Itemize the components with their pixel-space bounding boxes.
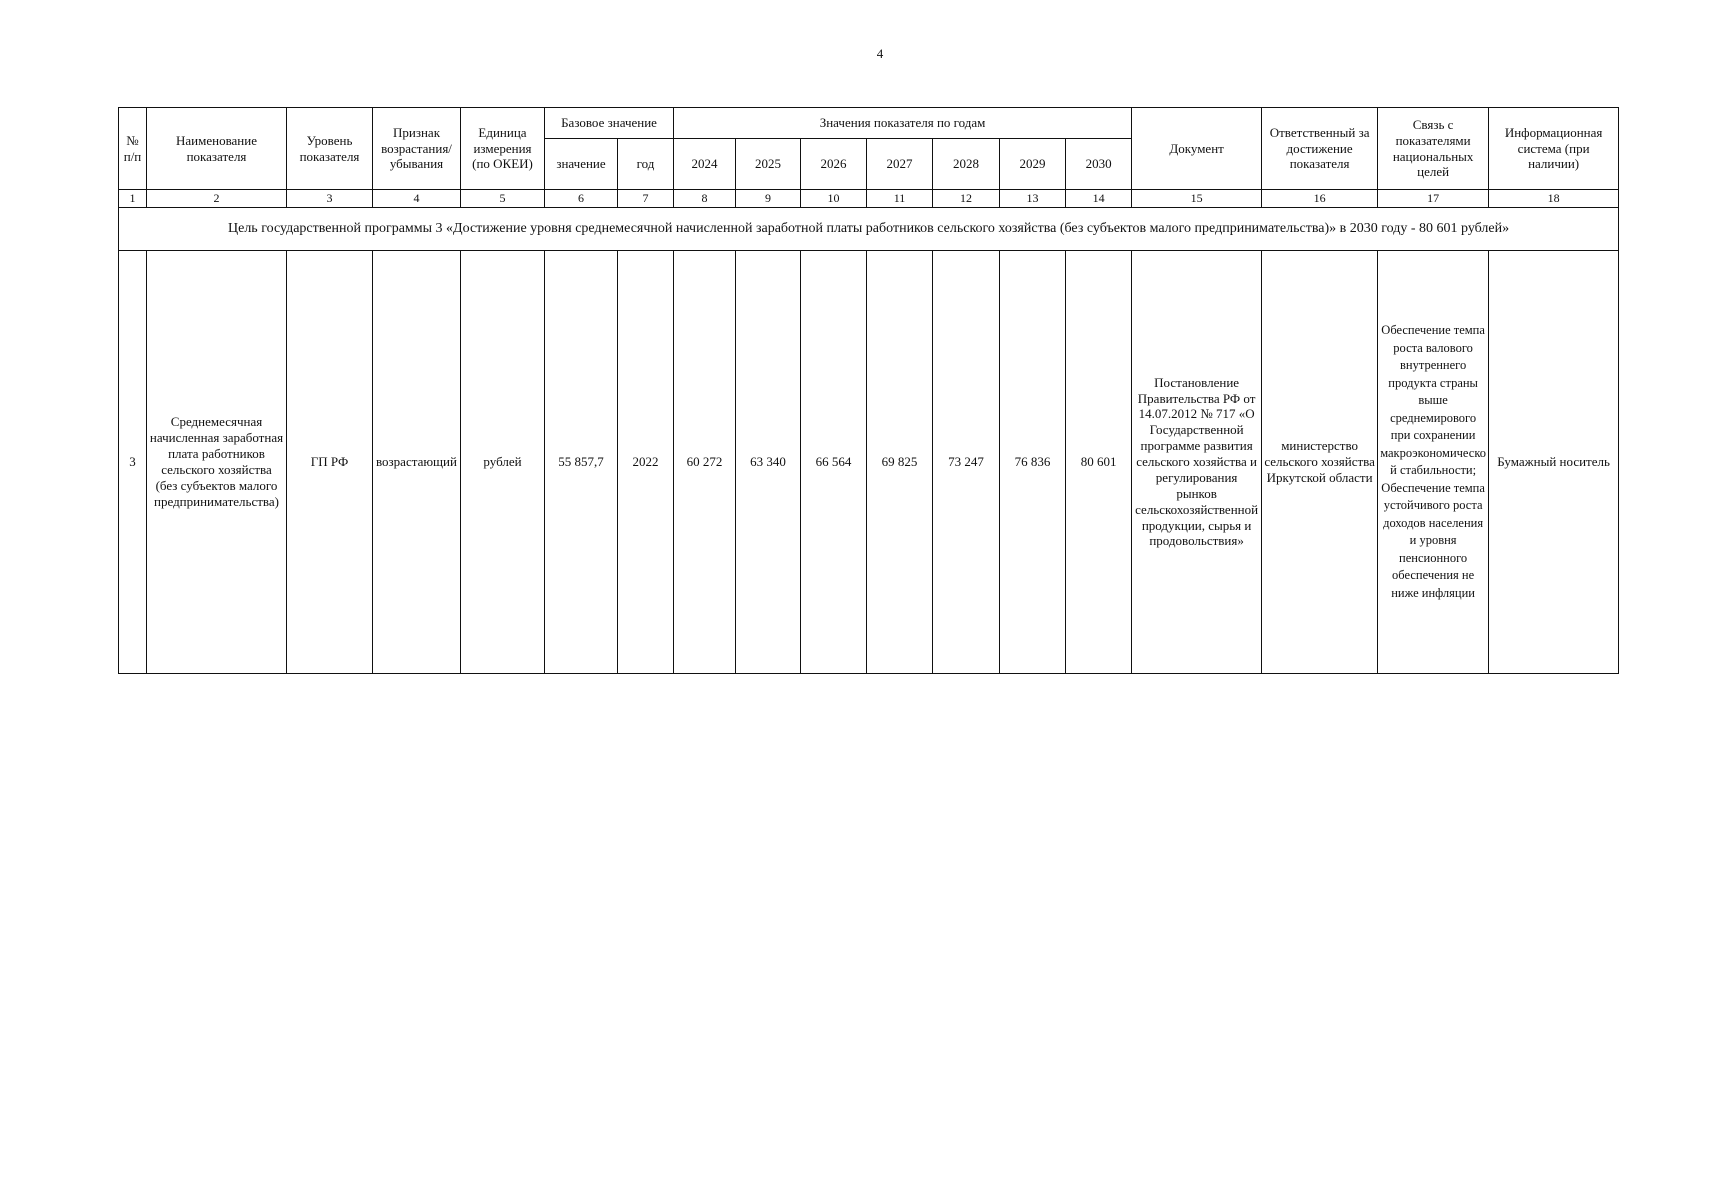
header-sign: Признак возрастания/ убывания: [373, 108, 461, 190]
goal-row: [119, 208, 1619, 251]
row-link: Обеспечение темпа роста валового внутреннего продукта страны выше среднемирового при сохранении макроэкономической стабильности; Обеспечение темпа устойчивого роста доходов населения и уровня пенсионного обеспечения не ниже инфляции: [1378, 251, 1489, 674]
column-number: 18: [1489, 190, 1619, 208]
row-value-2029: 76 836: [1000, 251, 1066, 674]
column-number: 7: [618, 190, 674, 208]
header-year: 2027: [867, 139, 933, 190]
column-number: 6: [545, 190, 618, 208]
row-document: Постановление Правительства РФ от 14.07.2012 № 717 «О Государственной программе развития сельского хозяйства и регулирования рынков сельскохозяйственной продукции, сырья и продовольствия»: [1132, 251, 1262, 674]
page-number: 4: [876, 46, 884, 61]
row-value-2028: 73 247: [933, 251, 1000, 674]
row-num: 3: [119, 251, 147, 674]
header-document: Документ: [1132, 108, 1262, 190]
row-responsible: министерство сельского хозяйства Иркутской области: [1262, 251, 1378, 674]
column-number: 4: [373, 190, 461, 208]
row-value-2026: 66 564: [801, 251, 867, 674]
column-number: 5: [461, 190, 545, 208]
column-number: 1: [119, 190, 147, 208]
row-sign: возрастающий: [373, 251, 461, 674]
row-level: ГП РФ: [287, 251, 373, 674]
header-year: 2030: [1066, 139, 1132, 190]
column-number: 3: [287, 190, 373, 208]
header-responsible: Ответственный за достижение показателя: [1262, 108, 1378, 190]
column-number: 13: [1000, 190, 1066, 208]
header-year: 2029: [1000, 139, 1066, 190]
header-row-1: [119, 108, 1619, 139]
header-base-value: значение: [545, 139, 618, 190]
header-year: 2025: [736, 139, 801, 190]
row-value-2024: 60 272: [674, 251, 736, 674]
column-numbers-row: [119, 190, 1619, 208]
header-years-group: Значения показателя по годам: [674, 108, 1132, 139]
header-base-group: Базовое значение: [545, 108, 674, 139]
header-level: Уровень показателя: [287, 108, 373, 190]
program-goal: Цель государственной программы 3 «Достижение уровня среднемесячной начисленной заработной платы работников сельского хозяйства (без субъектов малого предпринимательства)» в 2030 году - 80 601 рублей»: [119, 208, 1619, 251]
column-number: 12: [933, 190, 1000, 208]
header-infosys: Информационная система (при наличии): [1489, 108, 1619, 190]
header-year: 2026: [801, 139, 867, 190]
indicators-table: [118, 107, 1619, 674]
column-number: 17: [1378, 190, 1489, 208]
row-value-2025: 63 340: [736, 251, 801, 674]
column-number: 15: [1132, 190, 1262, 208]
row-infosys: Бумажный носитель: [1489, 251, 1619, 674]
column-number: 16: [1262, 190, 1378, 208]
column-number: 2: [147, 190, 287, 208]
header-year: 2024: [674, 139, 736, 190]
column-number: 9: [736, 190, 801, 208]
header-num: № п/п: [119, 108, 147, 190]
row-unit: рублей: [461, 251, 545, 674]
header-name: Наименование показателя: [147, 108, 287, 190]
table-row: [119, 251, 1619, 674]
row-name: Среднемесячная начисленная заработная плата работников сельского хозяйства (без субъектов малого предпринимательства): [147, 251, 287, 674]
header-unit: Единица измерения (по ОКЕИ): [461, 108, 545, 190]
row-value-2030: 80 601: [1066, 251, 1132, 674]
row-base-year: 2022: [618, 251, 674, 674]
header-link: Связь с показателями национальных целей: [1378, 108, 1489, 190]
row-value-2027: 69 825: [867, 251, 933, 674]
header-year: 2028: [933, 139, 1000, 190]
column-number: 8: [674, 190, 736, 208]
header-base-year: год: [618, 139, 674, 190]
column-number: 11: [867, 190, 933, 208]
column-number: 14: [1066, 190, 1132, 208]
row-base-value: 55 857,7: [545, 251, 618, 674]
column-number: 10: [801, 190, 867, 208]
